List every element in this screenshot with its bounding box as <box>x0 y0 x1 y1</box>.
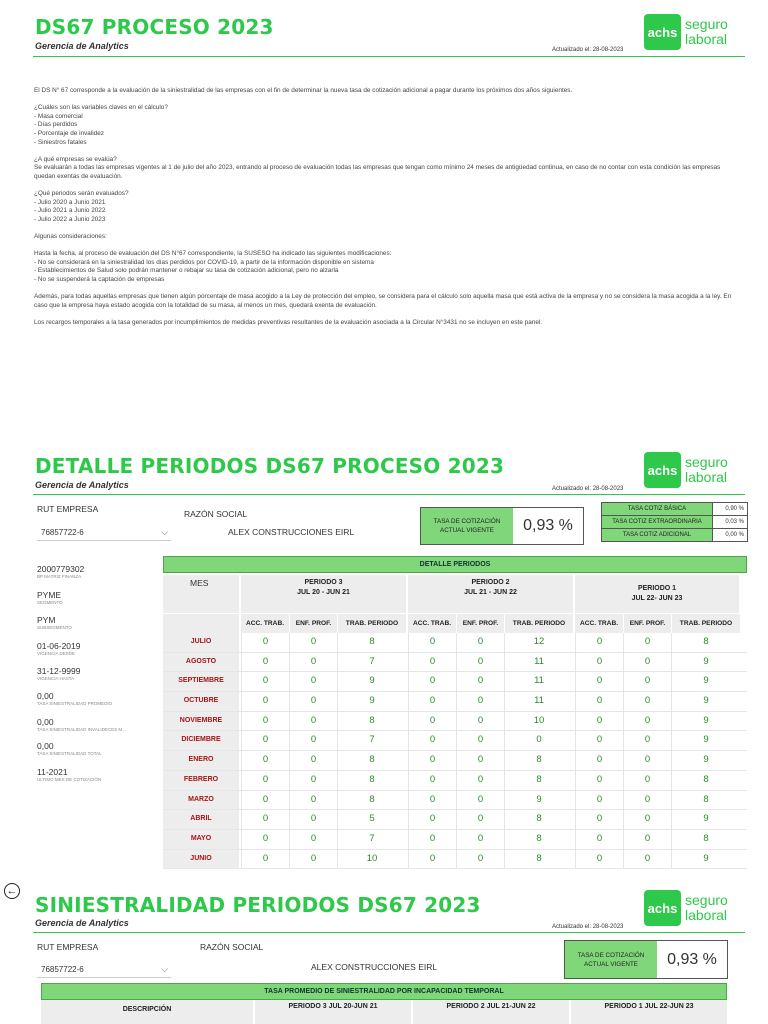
info-key: BP MATRIZ FINANZA <box>37 574 82 579</box>
value-cell: 0 <box>623 830 671 849</box>
value-cell: 0 <box>623 850 671 869</box>
value-cell: 0 <box>289 731 337 750</box>
value-cell: 9 <box>671 712 740 731</box>
period-header <box>408 575 573 613</box>
value-cell: 9 <box>504 791 573 810</box>
info-key: ULTIMO MES DE COTIZACIÓN <box>37 777 102 782</box>
period-header: PERIODO 1 JUL 22-JUN 23 <box>571 1000 727 1024</box>
value-cell: 0 <box>241 712 289 731</box>
table-row <box>163 771 747 791</box>
intro-line <box>34 182 740 191</box>
value-cell: 0 <box>241 830 289 849</box>
intro-line: El DS N° 67 corresponde a la evaluación de la siniestralidad de las empresas con el fin de determinar la nueva tasa de cotización adicional a pagar durante los próximos dos años siguientes. <box>34 87 573 94</box>
tasa-row-value: 0,90 % <box>713 503 748 516</box>
month-cell: ENERO <box>163 751 239 770</box>
section-subtitle: Gerencia de Analytics <box>35 918 129 928</box>
intro-line: ¿A qué empresas se evalúa? <box>34 155 117 163</box>
col-header: TRAB. PERIODO <box>337 614 406 633</box>
value-cell: 0 <box>289 692 337 711</box>
value-cell: 0 <box>623 751 671 770</box>
tasa-row-value: 0,00 % <box>713 529 748 542</box>
table-row <box>163 653 747 673</box>
value-cell: 10 <box>504 712 573 731</box>
info-item <box>37 767 101 782</box>
value-cell: 5 <box>337 810 406 829</box>
value-cell: 0 <box>456 712 504 731</box>
value-cell: 0 <box>456 830 504 849</box>
info-value: 31-12-9999 <box>37 666 81 676</box>
info-item <box>37 641 80 656</box>
value-cell: 0 <box>408 830 456 849</box>
month-cell: AGOSTO <box>163 653 239 672</box>
divider <box>33 56 745 57</box>
value-cell: 0 <box>241 791 289 810</box>
value-cell: 0 <box>241 653 289 672</box>
value-cell: 11 <box>504 692 573 711</box>
value-cell: 0 <box>623 731 671 750</box>
value-cell: 0 <box>456 810 504 829</box>
info-key: VIGENCIA DESDE <box>37 651 76 656</box>
updated-date: Actualizado el: 28-08-2023 <box>552 924 624 930</box>
rut-select[interactable] <box>37 524 171 541</box>
tasa-row <box>602 503 748 516</box>
intro-line: Los recargos temporales a la tasa generados por incumplimientos de medidas preventivas resultantes de la evaluación asociada a la Circular N°3431 no se incluyen en este panel. <box>34 319 543 327</box>
value-cell: 0 <box>241 771 289 790</box>
value-cell: 0 <box>289 653 337 672</box>
tasa-vigente-card <box>420 507 584 545</box>
info-value: 01-06-2019 <box>37 641 81 651</box>
value-cell: 0 <box>623 810 671 829</box>
intro-line: - No se considerará en la siniestralidad los días perdidos por COVID-19, a partir de la información disponible en sistema <box>34 258 374 266</box>
value-cell: 0 <box>408 810 456 829</box>
intro-line: - Julio 2022 a Junio 2023 <box>34 215 106 223</box>
value-cell: 0 <box>575 771 623 790</box>
intro-line <box>34 310 740 319</box>
tasa-value: 0,93 % <box>523 517 573 534</box>
tasa-row <box>602 529 748 542</box>
info-item <box>37 615 72 630</box>
table-row <box>163 692 747 712</box>
info-value: 11-2021 <box>37 767 68 777</box>
achs-logo <box>644 14 728 50</box>
value-cell: 8 <box>337 712 406 731</box>
value-cell: 0 <box>456 850 504 869</box>
value-cell: 10 <box>337 850 406 869</box>
value-cell: 0 <box>241 692 289 711</box>
value-cell: 0 <box>241 751 289 770</box>
intro-text <box>34 87 740 328</box>
value-cell: 9 <box>671 810 740 829</box>
value-cell: 8 <box>671 830 740 849</box>
value-cell: 0 <box>623 653 671 672</box>
intro-line: - Días perdidos <box>34 121 78 129</box>
value-cell: 8 <box>337 751 406 770</box>
month-cell: MARZO <box>163 791 239 810</box>
tasa-row-label: TASA COTIZ BÁSICA <box>602 503 713 516</box>
table-row <box>163 830 747 850</box>
info-key: TASA SINIESTRALIDAD PROMEDIO <box>37 701 113 706</box>
rut-label: RUT EMPRESA <box>37 942 99 952</box>
tasa-label: TASA DE COTIZACIÓN ACTUAL VIGENTE <box>421 508 513 544</box>
rut-value: 76857722-6 <box>41 964 84 974</box>
value-cell: 9 <box>671 850 740 869</box>
value-cell: 0 <box>289 791 337 810</box>
intro-line <box>34 225 740 234</box>
value-cell: 9 <box>337 672 406 691</box>
info-value: 0,00 <box>37 741 54 751</box>
mes-header: MES <box>163 575 239 613</box>
page-title: DS67 PROCESO 2023 <box>35 15 274 39</box>
value-cell: 8 <box>504 850 573 869</box>
month-cell: MAYO <box>163 830 239 849</box>
value-cell: 0 <box>289 850 337 869</box>
intro-line: - No se suspenderá la captación de empresas <box>34 276 165 284</box>
value-cell: 0 <box>623 771 671 790</box>
period-range: JUL 21 - JUN 22 <box>464 589 517 596</box>
section-subtitle: Gerencia de Analytics <box>35 480 129 490</box>
info-item <box>37 666 80 681</box>
detalle-periodos-table <box>163 556 747 869</box>
value-cell: 0 <box>623 692 671 711</box>
info-item <box>37 564 84 579</box>
page-subtitle: Gerencia de Analytics <box>35 41 129 51</box>
value-cell: 12 <box>504 633 573 652</box>
value-cell: 9 <box>671 672 740 691</box>
value-cell: 0 <box>575 850 623 869</box>
col-header: ENF. PROF. <box>456 614 504 633</box>
logo-text: seguro laboral <box>685 892 728 923</box>
value-cell: 0 <box>289 830 337 849</box>
month-cell: FEBRERO <box>163 771 239 790</box>
divider <box>33 494 745 495</box>
value-cell: 0 <box>575 653 623 672</box>
value-cell: 11 <box>504 653 573 672</box>
info-value: 0,00 <box>37 717 54 727</box>
col-header-row <box>163 614 747 633</box>
rut-value: 76857722-6 <box>41 527 84 537</box>
table-row <box>163 633 747 653</box>
siniestralidad-col-headers <box>41 1000 727 1024</box>
rut-select[interactable] <box>37 961 171 978</box>
value-cell: 0 <box>575 692 623 711</box>
updated-date: Actualizado el: 28-08-2023 <box>552 47 624 53</box>
period-header-row <box>163 575 747 613</box>
period-header: PERIODO 3 JUL 20-JUN 21 <box>255 1000 411 1024</box>
value-cell: 8 <box>504 810 573 829</box>
intro-line: Se evaluarán a todas las empresas vigentes al 1 de julio del año 2023, entrando al proceso de evaluación todas las empresas que tengan como mínimo 24 meses de antigüedad continua, en caso de no contar con esta condición las empresas quedan exentas de evaluación. <box>34 164 721 180</box>
col-header: ENF. PROF. <box>623 614 671 633</box>
value-cell: 8 <box>337 633 406 652</box>
col-header: ENF. PROF. <box>289 614 337 633</box>
back-arrow-icon[interactable]: ← <box>4 883 20 899</box>
table-row <box>163 672 747 692</box>
value-cell: 11 <box>504 672 573 691</box>
achs-logo <box>644 890 728 926</box>
value-cell: 0 <box>456 633 504 652</box>
period-header: PERIODO 2 JUL 21-JUN 22 <box>413 1000 569 1024</box>
col-header: ACC. TRAB. <box>241 614 289 633</box>
value-cell: 0 <box>408 771 456 790</box>
descripcion-header: DESCRIPCIÓN <box>41 1000 253 1024</box>
value-cell: 0 <box>456 672 504 691</box>
value-cell: 0 <box>241 633 289 652</box>
value-cell: 0 <box>456 771 504 790</box>
table-row <box>163 751 747 771</box>
value-cell: 0 <box>408 633 456 652</box>
rut-label: RUT EMPRESA <box>37 504 99 514</box>
intro-line <box>34 96 740 105</box>
info-key: VIGENCIA HASTA <box>37 676 75 681</box>
updated-date: Actualizado el: 28-08-2023 <box>552 486 624 492</box>
month-cell: DICIEMBRE <box>163 731 239 750</box>
tasa-row-label: TASA COTIZ ADICIONAL <box>602 529 713 542</box>
value-cell: 0 <box>504 731 573 750</box>
logo-text: seguro laboral <box>685 16 728 47</box>
period-name: PERIODO 2 <box>471 579 510 586</box>
value-cell: 0 <box>575 712 623 731</box>
logo-box: achs <box>644 452 681 488</box>
tasa-row <box>602 516 748 529</box>
period-name: PERIODO 1 <box>637 585 677 592</box>
period-name: PERIODO 3 <box>304 579 343 586</box>
tasa-row-value: 0,03 % <box>713 516 748 529</box>
value-cell: 0 <box>575 731 623 750</box>
mes-col-spacer <box>163 614 239 633</box>
value-cell: 0 <box>408 653 456 672</box>
chevron-down-icon: ⌵ <box>161 963 168 974</box>
value-cell: 0 <box>456 751 504 770</box>
info-value: 2000779302 <box>37 564 85 574</box>
logo-box: achs <box>644 14 681 50</box>
value-cell: 0 <box>408 751 456 770</box>
value-cell: 0 <box>456 692 504 711</box>
value-cell: 0 <box>623 633 671 652</box>
intro-line: Además, para todas aquellas empresas que tienen algún porcentaje de masa acogido a la Ley de protección del empleo, se considera para el cálculo solo aquella masa que está activa de la empresa y no se considera la masa acogida a la ley. En caso que la empresa haya estado acogida con la totalidad de su masa, al menos un mes, quedará exenta de evaluación. <box>34 293 732 309</box>
info-key: SUBSEGMENTO <box>37 625 72 630</box>
tasa-value: 0,93 % <box>667 950 717 968</box>
value-cell: 0 <box>575 633 623 652</box>
value-cell: 9 <box>671 731 740 750</box>
value-cell: 0 <box>408 692 456 711</box>
table-row <box>163 810 747 830</box>
value-cell: 7 <box>337 830 406 849</box>
month-cell: JULIO <box>163 633 239 652</box>
value-cell: 7 <box>337 731 406 750</box>
table-row <box>163 731 747 751</box>
intro-line: - Porcentaje de invalidez <box>34 129 104 137</box>
info-item <box>37 590 63 605</box>
value-cell: 0 <box>408 672 456 691</box>
table-row <box>163 791 747 811</box>
razon-label: RAZÓN SOCIAL <box>200 942 264 952</box>
value-cell: 0 <box>456 653 504 672</box>
intro-line: - Establecimientos de Salud solo podrán mantener o rebajar su tasa de cotización adicional, pero no alzarla <box>34 267 339 275</box>
value-cell: 0 <box>289 810 337 829</box>
table-header: DETALLE PERIODOS <box>163 556 747 573</box>
value-cell: 0 <box>575 672 623 691</box>
value-cell: 0 <box>289 751 337 770</box>
intro-line: ¿Cuáles son las variables claves en el cálculo? <box>34 104 168 112</box>
value-cell: 0 <box>289 771 337 790</box>
info-value: PYM <box>37 615 56 625</box>
value-cell: 8 <box>337 771 406 790</box>
month-cell: JUNIO <box>163 850 239 869</box>
info-item <box>37 741 102 756</box>
period-range: JUL 20 - JUN 21 <box>297 589 350 596</box>
razon-label: RAZÓN SOCIAL <box>184 509 248 519</box>
info-item <box>37 691 112 706</box>
value-cell: 0 <box>408 731 456 750</box>
intro-line: - Julio 2020 a Junio 2021 <box>34 198 106 206</box>
siniestralidad-table-header: TASA PROMEDIO DE SINIESTRALIDAD POR INCAPACIDAD TEMPORAL <box>41 983 727 1000</box>
value-cell: 8 <box>671 633 740 652</box>
value-cell: 0 <box>623 672 671 691</box>
period-header <box>241 575 406 613</box>
value-cell: 8 <box>671 791 740 810</box>
value-cell: 0 <box>241 731 289 750</box>
month-cell: ABRIL <box>163 810 239 829</box>
logo-text: seguro laboral <box>685 454 728 485</box>
value-cell: 9 <box>671 751 740 770</box>
chevron-down-icon: ⌵ <box>161 526 168 537</box>
value-cell: 0 <box>456 791 504 810</box>
value-cell: 0 <box>241 672 289 691</box>
info-key: SEGMENTO <box>37 600 63 605</box>
intro-line <box>34 285 740 294</box>
value-cell: 8 <box>504 830 573 849</box>
intro-line: - Masa comercial <box>34 112 83 120</box>
divider <box>33 932 745 933</box>
intro-line: Algunas consideraciones: <box>34 233 107 241</box>
info-value: PYME <box>37 590 62 600</box>
value-cell: 9 <box>671 653 740 672</box>
value-cell: 0 <box>289 712 337 731</box>
section-title-detalle: DETALLE PERIODOS DS67 PROCESO 2023 <box>35 454 505 478</box>
value-cell: 0 <box>623 791 671 810</box>
info-key: TASA SINIESTRALIDAD INVALIDECES M... <box>37 727 126 732</box>
value-cell: 0 <box>575 791 623 810</box>
section-title-siniestralidad: SINIESTRALIDAD PERIODOS DS67 2023 <box>35 893 481 917</box>
value-cell: 0 <box>241 850 289 869</box>
col-header: TRAB. PERIODO <box>671 614 740 633</box>
value-cell: 8 <box>671 771 740 790</box>
value-cell: 0 <box>456 731 504 750</box>
razon-value: ALEX CONSTRUCCIONES EIRL <box>228 527 355 537</box>
col-header: ACC. TRAB. <box>575 614 623 633</box>
tasa-breakdown-table <box>601 502 748 542</box>
table-row <box>163 712 747 732</box>
table-row <box>163 850 747 870</box>
value-cell: 0 <box>575 751 623 770</box>
value-cell: 9 <box>671 692 740 711</box>
value-cell: 0 <box>408 850 456 869</box>
value-cell: 0 <box>289 672 337 691</box>
value-cell: 0 <box>623 712 671 731</box>
value-cell: 8 <box>504 771 573 790</box>
value-cell: 0 <box>575 810 623 829</box>
value-cell: 0 <box>408 712 456 731</box>
period-range: JUL 22- JUN 23 <box>631 595 683 602</box>
razon-value: ALEX CONSTRUCCIONES EIRL <box>311 962 438 972</box>
intro-line <box>34 147 740 156</box>
info-value: 0,00 <box>37 691 54 701</box>
value-cell: 8 <box>504 751 573 770</box>
month-cell: OCTUBRE <box>163 692 239 711</box>
value-cell: 9 <box>337 692 406 711</box>
intro-line: - Julio 2021 a Junio 2022 <box>34 207 106 215</box>
achs-logo <box>644 452 728 488</box>
value-cell: 7 <box>337 653 406 672</box>
month-cell: NOVIEMBRE <box>163 712 239 731</box>
value-cell: 0 <box>289 633 337 652</box>
intro-line <box>34 242 740 251</box>
info-key: TASA SINIESTRALIDAD TOTAL <box>37 751 102 756</box>
tasa-vigente-card <box>564 940 728 979</box>
value-cell: 0 <box>241 810 289 829</box>
intro-line: Hasta la fecha, al proceso de evaluación del DS N°67 correspondiente, la SUSESO ha indicado las siguientes modificaciones: <box>34 250 392 258</box>
intro-line: - Siniestros fatales <box>34 138 87 146</box>
value-cell: 0 <box>408 791 456 810</box>
month-cell: SEPTIEMBRE <box>163 672 239 691</box>
tasa-label: TASA DE COTIZACIÓN ACTUAL VIGENTE <box>565 941 657 978</box>
tasa-row-label: TASA COTIZ EXTRAORDINARIA <box>602 516 713 529</box>
col-header: ACC. TRAB. <box>408 614 456 633</box>
period-header <box>575 575 739 613</box>
col-header: TRAB. PERIODO <box>504 614 573 633</box>
info-item <box>37 717 126 732</box>
value-cell: 0 <box>575 830 623 849</box>
logo-box: achs <box>644 890 681 926</box>
intro-line: ¿Qué periodos serán evaluados? <box>34 190 129 198</box>
value-cell: 8 <box>337 791 406 810</box>
